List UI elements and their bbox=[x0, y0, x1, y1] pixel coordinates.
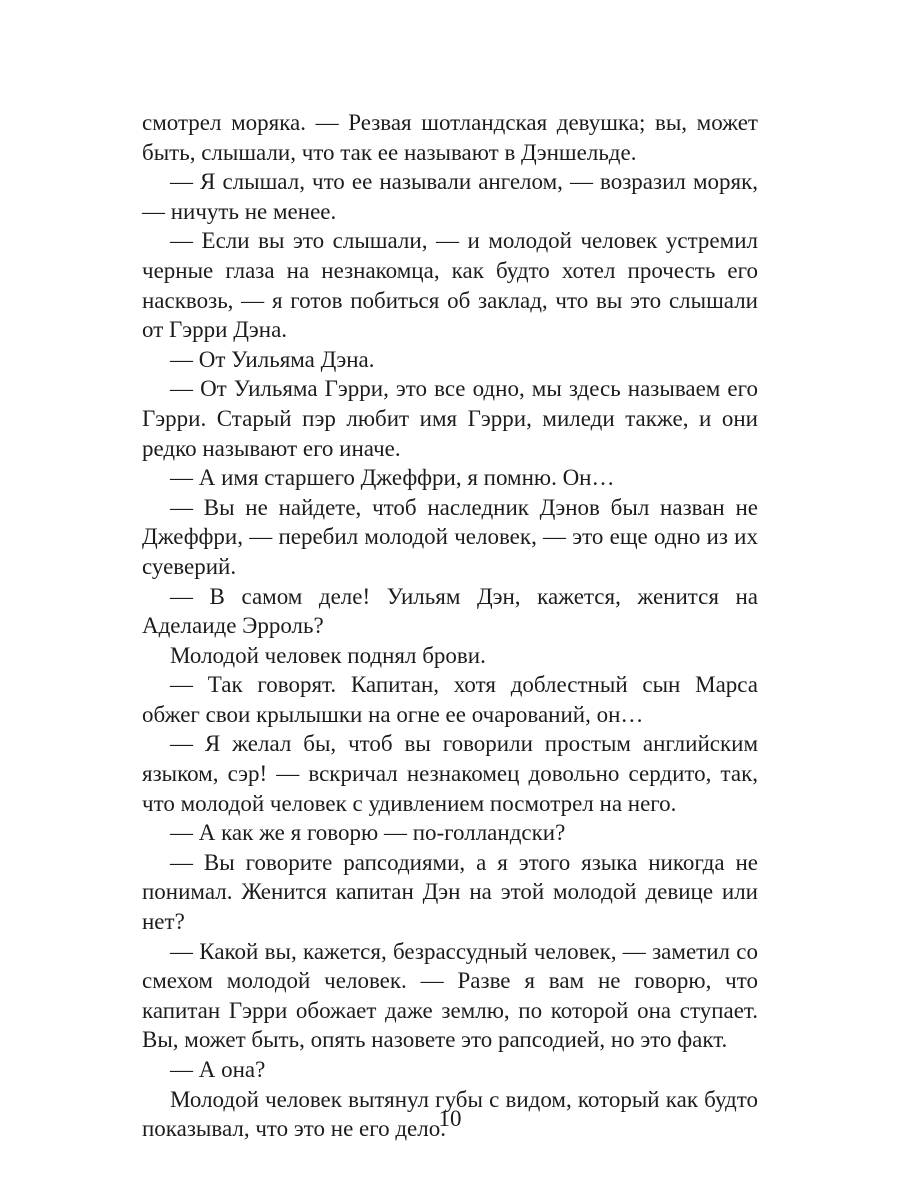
paragraph: — Вы говорите рапсодиями, а я этого языка никогда не понимал. Женится капитан Дэн на этой молодой девице или нет? bbox=[142, 849, 758, 935]
paragraph: — Так говорят. Капитан, хотя доблестный сын Марса обжег свои крылышки на огне ее очарований, он… bbox=[142, 672, 758, 727]
body-text bbox=[142, 108, 758, 1144]
paragraph: — А она? bbox=[170, 1057, 266, 1082]
paragraph: — А имя старшего Джеффри, я помню. Он… bbox=[170, 465, 615, 491]
paragraph: — Если вы это слышали, — и молодой человек устремил черные глаза на незнакомца, как будто хотел прочесть его насквозь, — я готов побиться об заклад, что вы это слышали от Гэрри Дэна. bbox=[142, 228, 758, 343]
paragraph: — В самом деле! Уильям Дэн, кажется, женится на Аделаиде Эрроль? bbox=[142, 583, 758, 639]
paragraph: Молодой человек вытянул губы с видом, который как будто показывал, что это не его дело. bbox=[142, 1086, 758, 1142]
paragraph: — Я желал бы, чтоб вы говорили простым английским языком, сэр! — вскричал незнакомец довольно сердито, так, что молодой человек с удивлением посмотрел на него. bbox=[142, 731, 758, 816]
paragraph: — От Уильяма Гэрри, это все одно, мы здесь называем его Гэрри. Старый пэр любит имя Гэрри, миледи также, и они редко называют его иначе. bbox=[142, 376, 758, 461]
paragraph: — Какой вы, кажется, безрассудный человек, — заметил со смехом молодой человек. — Разве я вам не говорю, что капитан Гэрри обожает даже землю, по которой она ступает. Вы, может быть, опять назовете это рапсодией, но это факт. bbox=[142, 938, 758, 1053]
paragraph: — Вы не найдете, чтоб наследник Дэнов был назван не Джеффри, — перебил молодой человек, — это еще одно из их суеверий. bbox=[142, 494, 758, 579]
paragraph: смотрел моряка. — Резвая шотландская девушка; вы, может быть, слышали, что так ее называют в Дэншельде. bbox=[142, 110, 758, 165]
paragraph: Молодой человек поднял брови. bbox=[170, 642, 486, 668]
page-number: 10 bbox=[438, 1106, 462, 1131]
paragraph: — А как же я говорю — по-голландски? bbox=[170, 820, 566, 846]
paragraph: — Я слышал, что ее называли ангелом, — возразил моряк, — ничуть не менее. bbox=[142, 169, 758, 224]
paragraph: — От Уильяма Дэна. bbox=[170, 346, 375, 372]
